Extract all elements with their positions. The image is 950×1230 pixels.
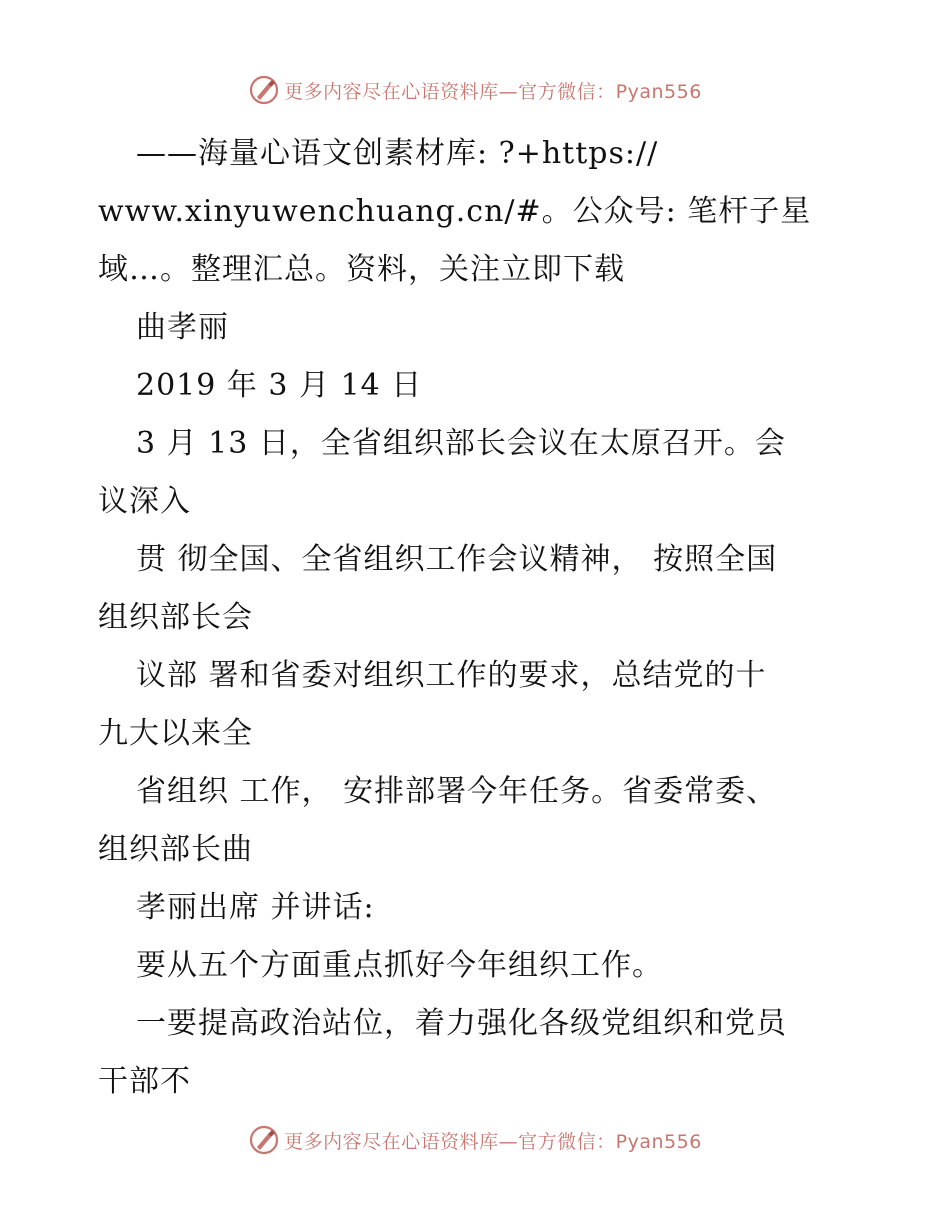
document-body bbox=[98, 125, 868, 1111]
wechat-id: Pyan556 bbox=[615, 80, 702, 103]
text-line: www.xinyuwenchuang.cn/#。公众号: 笔杆子星 bbox=[98, 194, 812, 229]
text-line: 一要提高政治站位，着力强化各级党组织和党员 bbox=[136, 1006, 787, 1041]
text-line: 贯 彻全国、全省组织工作会议精神， 按照全国 bbox=[136, 542, 778, 577]
text-line: 2019 年 3 月 14 日 bbox=[136, 368, 423, 403]
text-line: ——海量心语文创素材库: ?+https:// bbox=[136, 136, 659, 171]
text-line: 组织部长会 bbox=[98, 600, 253, 635]
text-line: 曲孝丽 bbox=[136, 310, 229, 345]
text-line: 议深入 bbox=[98, 484, 191, 519]
wechat-id: Pyan556 bbox=[615, 1130, 702, 1153]
text-line: 孝丽出席 并讲话: bbox=[136, 890, 375, 925]
pen-logo-icon bbox=[248, 74, 280, 106]
header-watermark-banner bbox=[0, 70, 950, 110]
watermark-text: 更多内容尽在心语资料库—官方微信：Pyan556 bbox=[284, 1130, 702, 1153]
text-line: 省组织 工作， 安排部署今年任务。省委常委、 bbox=[136, 774, 778, 809]
pen-logo-icon bbox=[248, 1124, 280, 1156]
text-line: 要从五个方面重点抓好今年组织工作。 bbox=[136, 948, 663, 983]
footer-watermark-banner bbox=[0, 1120, 950, 1160]
text-line: 议部 署和省委对组织工作的要求，总结党的十 bbox=[136, 658, 767, 693]
text-line: 干部不 bbox=[98, 1064, 191, 1099]
text-line: 域…。整理汇总。资料，关注立即下载 bbox=[98, 252, 625, 287]
text-line: 组织部长曲 bbox=[98, 832, 253, 867]
watermark-text: 更多内容尽在心语资料库—官方微信：Pyan556 bbox=[284, 80, 702, 103]
text-line: 3 月 13 日，全省组织部长会议在太原召开。会 bbox=[136, 426, 786, 461]
text-line: 九大以来全 bbox=[98, 716, 253, 751]
